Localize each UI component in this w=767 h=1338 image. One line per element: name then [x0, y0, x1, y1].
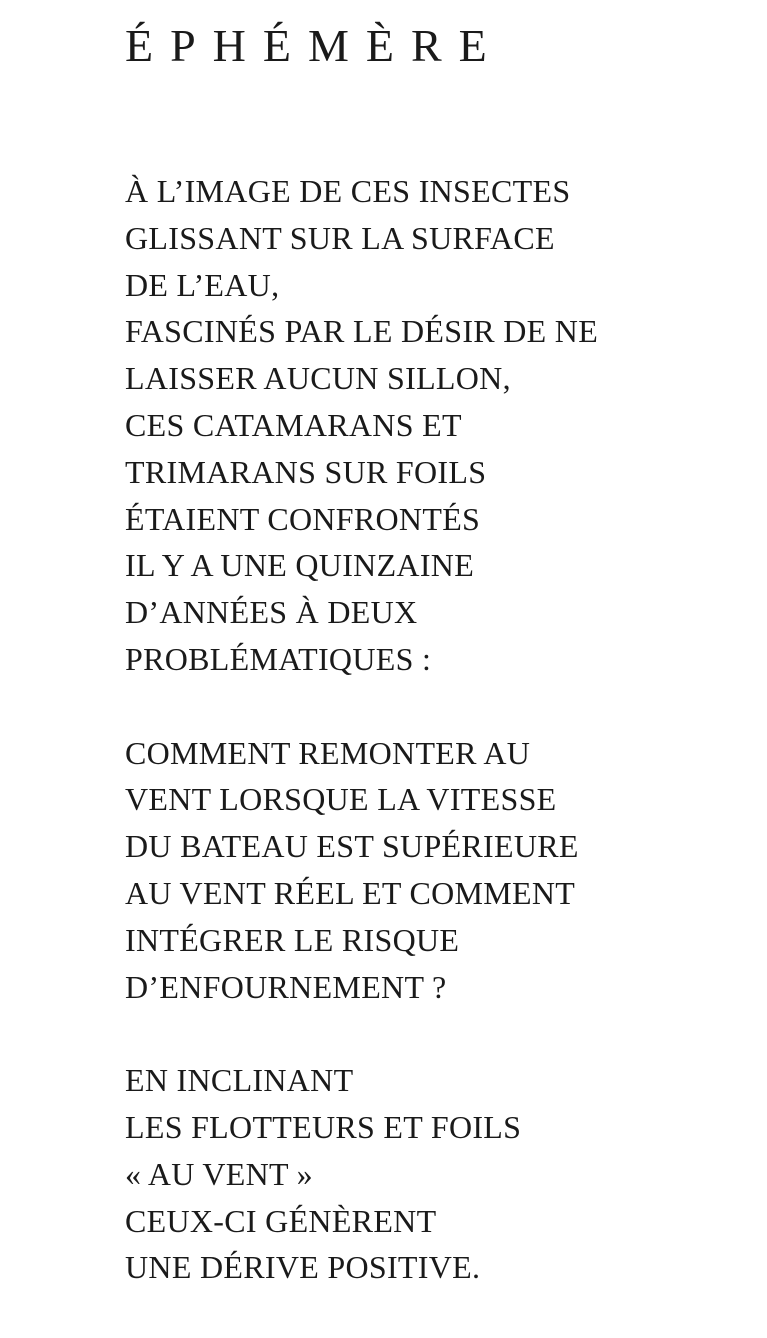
body-text	[125, 168, 745, 1338]
text-line: COMMENT REMONTER AU	[125, 734, 531, 771]
text-line: EN INCLINANT	[125, 1062, 354, 1099]
text-line: CES CATAMARANS ET	[125, 406, 462, 443]
text-line: VENT LORSQUE LA VITESSE	[125, 781, 557, 818]
text-line: AU VENT RÉEL ET COMMENT	[125, 874, 576, 911]
stanza-1	[125, 168, 745, 683]
text-line: À L’IMAGE DE CES INSECTES	[125, 173, 571, 209]
text-line: D’ENFOURNEMENT ?	[125, 968, 447, 1005]
text-line: DE L’EAU,	[125, 266, 280, 303]
text-line: DU BATEAU EST SUPÉRIEURE	[125, 828, 579, 865]
text-line: D’ANNÉES À DEUX	[125, 594, 418, 631]
text-line: GLISSANT SUR LA SURFACE	[125, 219, 555, 256]
text-line: IL Y A UNE QUINZAINE	[125, 547, 475, 584]
text-line: TRIMARANS SUR FOILS	[125, 453, 487, 490]
text-line: UNE DÉRIVE POSITIVE.	[125, 1249, 481, 1286]
stanza-3	[125, 1057, 745, 1291]
text-line: LAISSER AUCUN SILLON,	[125, 360, 511, 397]
text-line: INTÉGRER LE RISQUE	[125, 921, 460, 958]
text-line: « AU VENT »	[125, 1155, 313, 1192]
text-line: FASCINÉS PAR LE DÉSIR DE NE	[125, 313, 599, 350]
page-title: ÉPHÉMÈRE	[125, 20, 504, 71]
text-line: LES FLOTTEURS ET FOILS	[125, 1108, 522, 1145]
stanza-2	[125, 730, 745, 1011]
text-line: ÉTAIENT CONFRONTÉS	[125, 500, 481, 537]
text-line: PROBLÉMATIQUES :	[125, 640, 432, 677]
text-line: CEUX-CI GÉNÈRENT	[125, 1202, 437, 1239]
